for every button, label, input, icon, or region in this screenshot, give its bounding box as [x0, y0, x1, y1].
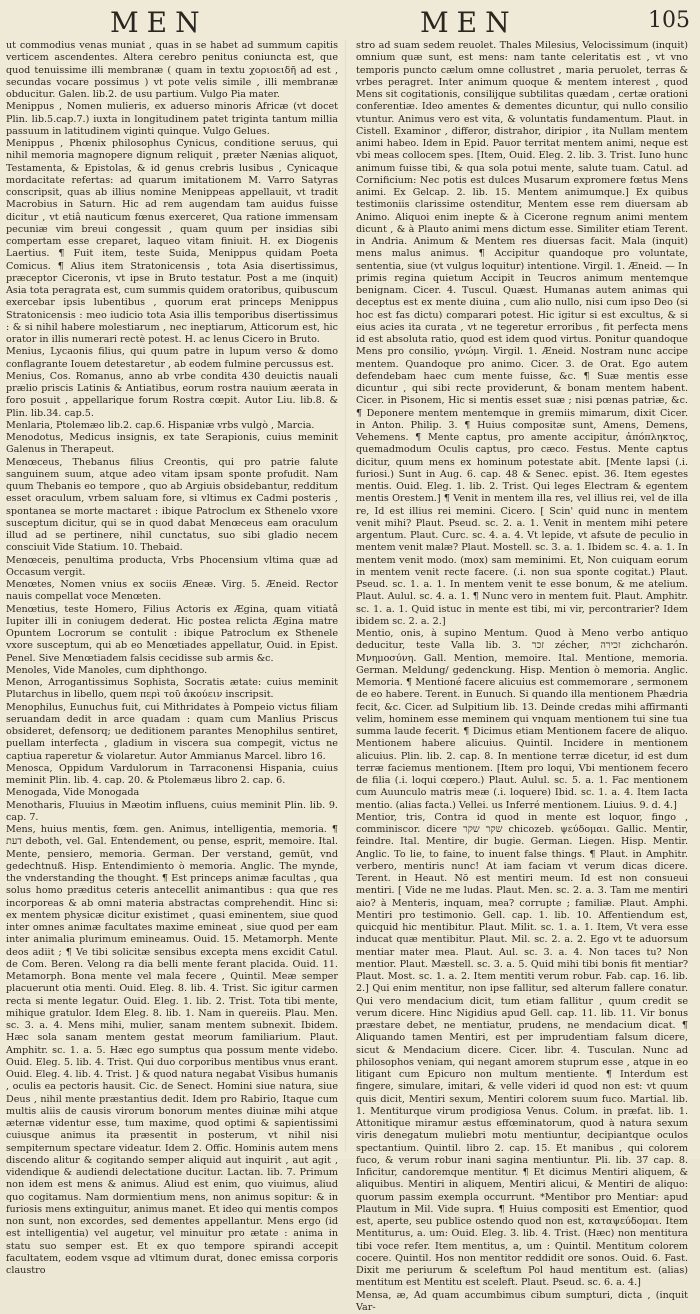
entry-paragraph: Menœtes, Nomen vnius ex sociis Æneæ. Virg. 5. Æneid. Rector nauis compellat voce Menœten. — [6, 579, 338, 604]
entry-paragraph: Mentio, onis, à supino Mentum. Quod à Meno verbo antiquo deducitur, teste Valla lib. 3. זכר zécher, זכירה zichcharón. Μνημοσύνη. Gall. Mention, memoire. Ital. Mentione, memoria. German. Meldung/ gedenckung. Hisp. Mention ò memoria. Anglic. Memoria. ¶ Mentioné facere alicuius est commemorare , sermonem de eo habere. Terent. in Eunuch. Si quando illa mentionem Phædria fecit, &c. Cicer. ad Sulpitium lib. 13. Deinde credas mihi affirmanti velim, hominem esse meminem qui vnquam mentionem tui sine tua summa laude fecerit. ¶ Dicimus etiam Mentionem facere de aliquo. Mentionem habere alicuius. Quintil. Incidere in mentionem alicuius. Plin. lib. 2. cap. 8. In mentione terræ dicetur, id est dum terræ faciemus mentionem. [Item pro loqui, Vbi mentionem fecero de filia (.i. loqui cœpero.) Plaut. Aulul. sc. 5. a. 1. Fac mentionem cum Auunculo matris meæ (.i. loquere) Ibid. sc. 1. a. 4. Item Iacta mentio. (alias facta.) Vellei. us Inferré mentionem. Liuius. 9. d. 4.] — [356, 628, 688, 812]
entry-paragraph: Menippus , Phœnix philosophus Cynicus, conditione seruus, qui nihil memoria magnopere dignum reliquit , præter Nænias aliquot, Testamenta, & Epistolas, & id genus crebris lusibus , Cynicaque mordacitate refertas: ad quarum imitationem M. Varro Satyras conscripsit, quas ab illius nomine Menippeas appellauit, vt tradit Macrobius in Saturn. Hic ad rem augendam tam auidus fuisse dicitur , vt etiâ nauticum fœnus exerceret, Qua ratione immensam pecuniæ vim breui congessit , quam quum per insidias sibi compertam esse creparet, laqueo vitam finiuit. H. ex Diogenis Laertius. ¶ Fuit item, teste Suida, Menippus quidam Poeta Comicus. ¶ Alius item Stratonicensis , tota Asia disertissimus, præceptor Ciceronis, vt ipse in Bruto testatur. Post a me (inquit) Asia tota peragrata est, cum summis quidem oratoribus, quibuscum exercebar ipsis lubentibus , quorum erat princeps Menippus Stratonicensis : meo iudicio tota Asia illis temporibus disertissimus : & si nihil habere molestiarum , nec ineptiarum, Atticorum est, hic orator in illis numerari rectè potest. H. ac lenus Cicero in Bruto. — [6, 138, 338, 346]
entry-paragraph: Menogada, Vide Monogada — [6, 787, 338, 799]
left-column — [6, 40, 338, 1152]
entry-paragraph: Mensa, æ, Ad quam accumbimus cibum sumpturi, dicta , (inquit Var- — [356, 1290, 688, 1314]
column-gutter — [345, 40, 346, 1152]
entry-paragraph: Mentior, tris, Contra id quod in mente est loquor, fingo , comminiscor. dicere שקר שקר chicozeb. ψεύδομαι. Gallic. Mentir, feindre. Ital. Mentire, dir bugie. German. Liegen. Hisp. Mentir. Anglic. To lie, to faine, to inuent false things. ¶ Plaut. in Amphitr. verbero, mentiris nunc! At iam faciam vt verum dicas dicere. Terent. in Heaut. Nō est mentiri meum. Id est non consueui mentiri. [ Vide ne me ludas. Plaut. Men. sc. 2. a. 3. Tam me mentiri aio? à Menteris, inquam, mea? corrupte ; familiæ. Plaut. Amphi. Mentiri pro testimonio. Gell. cap. 1. lib. 10. Affentiendum est, quicquid hic mentibitur. Plaut. Milit. sc. 1. a. 1. Item, Vt vera esse inducat quæ mentibitur. Plaut. Mil. sc. 2. a. 2. Ego vt te aduorsum mentiar mater mea. Plaut. Aul. sc. 3. a. 4. Non taces tu? Non mentior. Plaut. Mæstell. sc. 3. a. 5. Quid mihi tibi bonis fit mentiar? Plaut. Most. sc. 1. a. 2. Item mentiti verum robur. Fab. cap. 16. lib. 2.] Qui enim mentitur, non ipse fallitur, sed alterum fallere conatur. Qui vero mendacium dicit, tum etiam fallitur , quum credit se verum dicere. Hinc Nigidius apud Gell. cap. 11. lib. 11. Vir bonus præstare debet, ne mentiatur, prudens, ne mendacium dicat. ¶ Aliquando tamen Mentiri, est per imprudentiam falsum dicere, sicut & Mendacium dicere. Cicer. libr. 4. Tusculan. Nunc ad philosophos veniam, qui negant amorem stuprum esse , atque in eo litigant cum Epicuro non multum mentiente. ¶ Interdum est fingere, simulare, imitari, & velle videri id quod non est: vt quum quis dicit, Mentiri sexum, Mentiri colorem suum fuco. Martial. lib. 1. Mentiturque virum prodigiosa Venus. Colum. in præfat. lib. 1. Attonitique miramur æstus effœminatorum, quod à natura sexum viris denegatum muliebri motu mentiuntur, decipiantque oculos spectantium. Quintil. libro 2. cap. 15. Et manibus , qui colorem fuco, & verum robur inani sagina mentiuntur. Pli. lib. 37 cap. 8. Inficitur, candoremque mentitur. ¶ Et dicimus Mentiri aliquem, & aliquibus. Mentiri in aliquem, Mentiri alicui, & Mentiri de aliquo: quorum passim exempla occurrunt. *Mentibor pro Mentiar: apud Plautum in Mil. Vide supra. ¶ Huius compositi est Ementior, quod est, aperte, seu publice ostendo quod non est, καταψεύδομαι. Item Mentiturus, a. um: Ouid. Eleg. 3. lib. 4. Trist. (Hæc) non mentitura tibi voce refer. Item mentitus, a, um : Quintil. Mentitum colorem cocere. Quintil. Hos non mentitor reddidit ore sonos. Ouid. 6. Fast. Dixit me periurum & sceleftum Pol haud mentitum est. (alias) mentitum est Mentitu est sceleft. Plaut. Pseud. sc. 6. a. 4.] — [356, 812, 688, 1290]
right-column — [356, 40, 688, 1152]
entry-paragraph: Menius, Lycaonis filius, qui quum patre in lupum verso & domo conflagrante Iouem detestaretur , ab eodem fulmine percussus est. — [6, 346, 338, 371]
entry-paragraph: Menœtius, teste Homero, Filius Actoris ex Ægina, quam vitiatâ Iupiter illi in coniugem dederat. Hic postea relicta Ægina matre Opuntem Locrorum se contulit : ibique Patroclum ex Sthenele vxore susceptum, qui ab eo Menœtiades appellatur, Ouid. in Epist. Penel. Sive Menœtiadem falsis cecidisse sub armis &c. — [6, 604, 338, 665]
header-left-title: MEN — [110, 6, 208, 39]
entry-paragraph: ut commodius venas muniat , quas in se habet ad summum capitis verticem ascendentes. Altera cerebro penitus coniuncta est, que quod tenuissime illi membranæ ( quam in textu χοριοειδῆ ad est , secundas vocare possimus ) vt pote velis simile , illi membranæ obducitur. Galen. lib.2. de usu partium. Vulgo Pia mater. — [6, 40, 338, 101]
entry-paragraph: Menosca, Oppidum Vardulorum in Tarraconensi Hispania, cuius meminit Plin. lib. 4. cap. 20. & Ptolemæus libro 2. cap. 6. — [6, 763, 338, 788]
page-number: 105 — [648, 8, 690, 33]
entry-paragraph: Menœceis, penultima producta, Vrbs Phocensium vltima quæ ad Occasum vergit. — [6, 555, 338, 580]
entry-paragraph: stro ad suam sedem reuolet. Thales Milesius, Velocissimum (inquit) omnium quæ sunt, est mens: nam tante celeritatis est , vt vno temporis puncto cælum omne collustret , maria peruolet, terras & vrbes peragret. Inter animum quoque & mentem interest , quod Mens sit cogitationis, consilijque subtilitas quædam , certæ orationi conferentiæ. Ideo amentes & dementes dicuntur, qui nullo consilio vtuntur. Animus vero est vita, & voluntatis fundamentum. Plaut. in Cistell. Examinor , differor, distrahor, diripior , ita Nullam mentem animi habeo. Idem in Epid. Pauor territat mentem animi, neque est vbi meas collocem spes. [Item, Ouid. Eleg. 2. lib. 3. Trist. Iuno hunc animum fuisse tibi, & qua sola potui mente, salute tuam. Catul. ad Cornificium: Nec potis est dulces Musarum expromere fœtus Mens animi. Ex Gelcap. 2. lib. 15. Mentem animumque.] Ex quibus testimoniis clarissime ostenditur, Mentem esse rem diuersam ab Animo. Aliquoi enim inepte & à Cicerone regnum animi mentem dicunt , & à Plauto animi mens dictum esse. Similiter etiam Terent. in Andria. Animum & Mentem res diuersas facit. Mala (inquit) mens malus animus. ¶ Accipitur quandoque pro voluntate, sententia, siue (vt vulgus loquitur) intentione. Virgil. 1. Æneid. — In primis regina quietum Accipit in Teucros animum mentemque benignam. Cicer. 4. Tuscul. Quæst. Humanas autem animas qui deceptus est ex mente diuina , cum alio nullo, nisi cum ipso Deo (si hoc est fas dictu) comparari potest. Hic igitur si est excultus, & si eius acies ita curata , vt ne tegeretur erroribus , fit perfecta mens id est absoluta ratio, quod est idem quod virtus. Ponitur quandoque Mens pro consilio, γνώμη. Virgil. 1. Æneid. Nostram nunc accipe mentem. Quandoque pro animo. Cicer. 3. de Orat. Ego autem defendebam haec cum mente fuisse, &c. ¶ Suæ mentis esse dicuntur , qui sibi recte providerunt, & bonam mentem habent. Cicer. in Pisonem, Hic si mentis esset suæ ; nisi pœnas patriæ, &c. ¶ Deponere mentem mentemque in gremiis mimarum, dixit Cicer. in Anton. Philip. 3. ¶ Huius compositæ sunt, Amens, Demens, Vehemens. ¶ Mente captus, pro amente accipitur, ἀπόπληκτος, quemadmodum Oculis captus, pro cæco. Festus. Mente captus dicitur, quum mens ex hominum potestate abit. [Mente lapsi (.i. furiosi.) Sunt in Aug. 6. cap. 48 & Senec. epist. 36. Item egestes mentis. Ouid. Eleg. 1. lib. 2. Trist. Qui leges Electram & egentem mentis Orestem.] ¶ Venit in mentem illa res, vel illius rei, vel de illa re, Id est illius rei memini. Cicero. [ Scin' quid nunc in mentem venit mihi? Plaut. Pseud. sc. 2. a. 1. Venit in mentem mihi petere argentum. Plaut. Curc. sc. 4. a. 4. Vt lepide, vt afsute de peculio in mentem venit malæ? Plaut. Mostell. sc. 3. a. 1. Ibidem sc. 4. a. 1. In mentem venit modo. (mox) sam meminimi. Et, Non cuiquam eorum in mentem venit recte facere. (.i. non sua sponte cogitat.) Plaut. Pseud. sc. 1. a. 1. In mentem venit te esse bonum, & me atelium. Plaut. Aulul. sc. 4. a. 1. ¶ Nunc vero in mentem fuit. Plaut. Amphitr. sc. 1. a. 1. Quid istuc in mente est tibi, mi vir, percontrarier? Idem ibidem sc. 2. a. 2.] — [356, 40, 688, 628]
entry-paragraph: Menœceus, Thebanus filius Creontis, qui pro patrie falute sanguinem suum, atque adeo vitam ipsam sponte profudit. Nam quum Thebanis eo tempore , quo ab Argiuis obsidebantur, redditum esset oraculum, vrbem saluam fore, si vltimus ex Cadmi posteris , spontanea se morte mactaret : ibique Patroclum ex Sthenelo vxore susceptum dicitur, qui se in quod dabat Menœceus eam oraculum illud ad se pertinere, nihil cunctatus, suo sibi gladio necem consciuit Vide Statium. 10. Thebaid. — [6, 457, 338, 555]
entry-paragraph: Menotharis, Fluuius in Mæotim influens, cuius meminit Plin. lib. 9. cap. 7. — [6, 800, 338, 825]
entry-paragraph: Menoles, Vide Manoles, cum diphthongo. — [6, 665, 338, 677]
entry-paragraph: Menon, Arrogantissimus Sophista, Socratis ætate: cuius meminit Plutarchus in libello, quem περὶ τοῦ ἀκούειν inscripsit. — [6, 677, 338, 702]
entry-paragraph: Menlaria, Ptolemæo lib.2. cap.6. Hispaniæ vrbs vulgò , Marcia. — [6, 420, 338, 432]
entry-paragraph: Menius, Cos. Romanus, anno ab vrbe condita 430 deuictis nauali prælio priscis Latinis & Antiatibus, eorum rostra nauium æerata in foro posuit , appellarique forum Rostra cœpit. Autor Liu. lib.8. & Plin. lib.34. cap.5. — [6, 371, 338, 420]
entry-paragraph: Menophilus, Eunuchus fuit, cui Mithridates à Pompeio victus filiam seruandam dedit in arce quadam : quam cum Manlius Priscus obsideret, defensorq; ue deditionem parantes Menophilus sentiret, puellam interfecta , gladium in viscera sua compegit, victus ne captiua raperetur & violaretur. Autor Ammianus Marcel. libro 16. — [6, 702, 338, 763]
entry-paragraph: Menodotus, Medicus insignis, ex tate Serapionis, cuius meminit Galenus in Therapeut. — [6, 432, 338, 457]
entry-paragraph: Menippus , Nomen mulieris, ex aduerso minoris Africæ (vt docet Plin. lib.5.cap.7.) iuxta in longitudinem patet triginta tantum millia passuum in latitudinem viginti quinque. Vulgo Gelues. — [6, 101, 338, 138]
header-right-title: MEN — [420, 6, 518, 39]
entry-paragraph: Mens, huius mentis, fœm. gen. Animus, intelligentia, memoria. ¶ דעת deboth, vel. Gal. Entendement, ou pense, esprit, memoire. Ital. Mente, pensiero, memoria. German. Der verstand, gemüt, vnd gedechtnuß. Hisp. Entendimiento ò memoria. Anglic. The mynde, the vnderstanding the thought. ¶ Est princeps animæ facultas , qua solus homo præditus ceteris antecellit animantibus : qua que res incorporeas & ab omni materia abstractas comprehendit. Hinc si: ex mentem physicæ dicitur existimet , quasi eminentem, siue quod inter omnes animæ facultates maxime emineat , siue quod per eam inter animalia plurimum emineamus. Ouid. 15. Metamorph. Mente deos adiit ; ¶ Ve tibi solicitæ sensibus excepta mens excidit Catul. de Com. Beren. Velong ra dia belli mente ferant placida. Ouid. 11. Metamorph. Bona mente vel mala fecere , Quintil. Meæ semper placuerunt otia menti. Ouid. Eleg. 8. lib. 4. Trist. Sic igitur carmen recta si mente legatur. Ouid. Eleg. 1. lib. 2. Trist. Tota tibi mente, mihique gratulor. Idem Eleg. 8. lib. 1. Nam in quereiis. Plau. Men. sc. 3. a. 4. Mens mihi, mulier, sanam mentem subnexit. Ibidem. Hæc sola sanam mentem gestat meorum familiarium. Plaut. Amphitr. sc. 1. a. 5. Hæc ego sumptus qua possum mente videbo. Ouid. Eleg. 5. lib. 4. Trist. Qui duo corporibus mentibus vnus erant. Ouid. Eleg. 4. lib. 4. Trist. ] & quod natura negabat Visibus humanis , oculis ea pectoris hausit. Cic. de Senect. Homini siue natura, siue Deus , nihil mente præstantius dedit. Idem pro Rabirio, Itaque cum multis aliis de causis virorum bonorum mentes diuinæ mihi atque æternæ videntur esse, tum maxime, quod optimi & sapientissimi cuiusque animus ita præsentit in posterum, vt nihil nisi sempiternum spectare videatur. Idem 2. Offic. Hominis autem mens discendo alitur & cogitando semper aliquid aut inquirit , aut agit , videndique & audiendi delectatione ducitur. Lactan. lib. 7. Primum non idem est mens & animus. Aliud est enim, quo viuimus, aliud quo cogitamus. Nam dormientium mens, non animus sopitur: & in furiosis mens extinguitur, animus manet. Et ideo qui mentis compos non sunt, non excordes, sed dementes appellantur. Mens ergo (id est intelligentia) vel augetur, vel minuitur pro ætate : anima in statu suo semper est. Et ex quo tempore spirandi accepit facultatem, eodem vsque ad vltimum durat, donec emissa corporis claustro — [6, 824, 338, 1277]
running-header — [0, 0, 700, 40]
